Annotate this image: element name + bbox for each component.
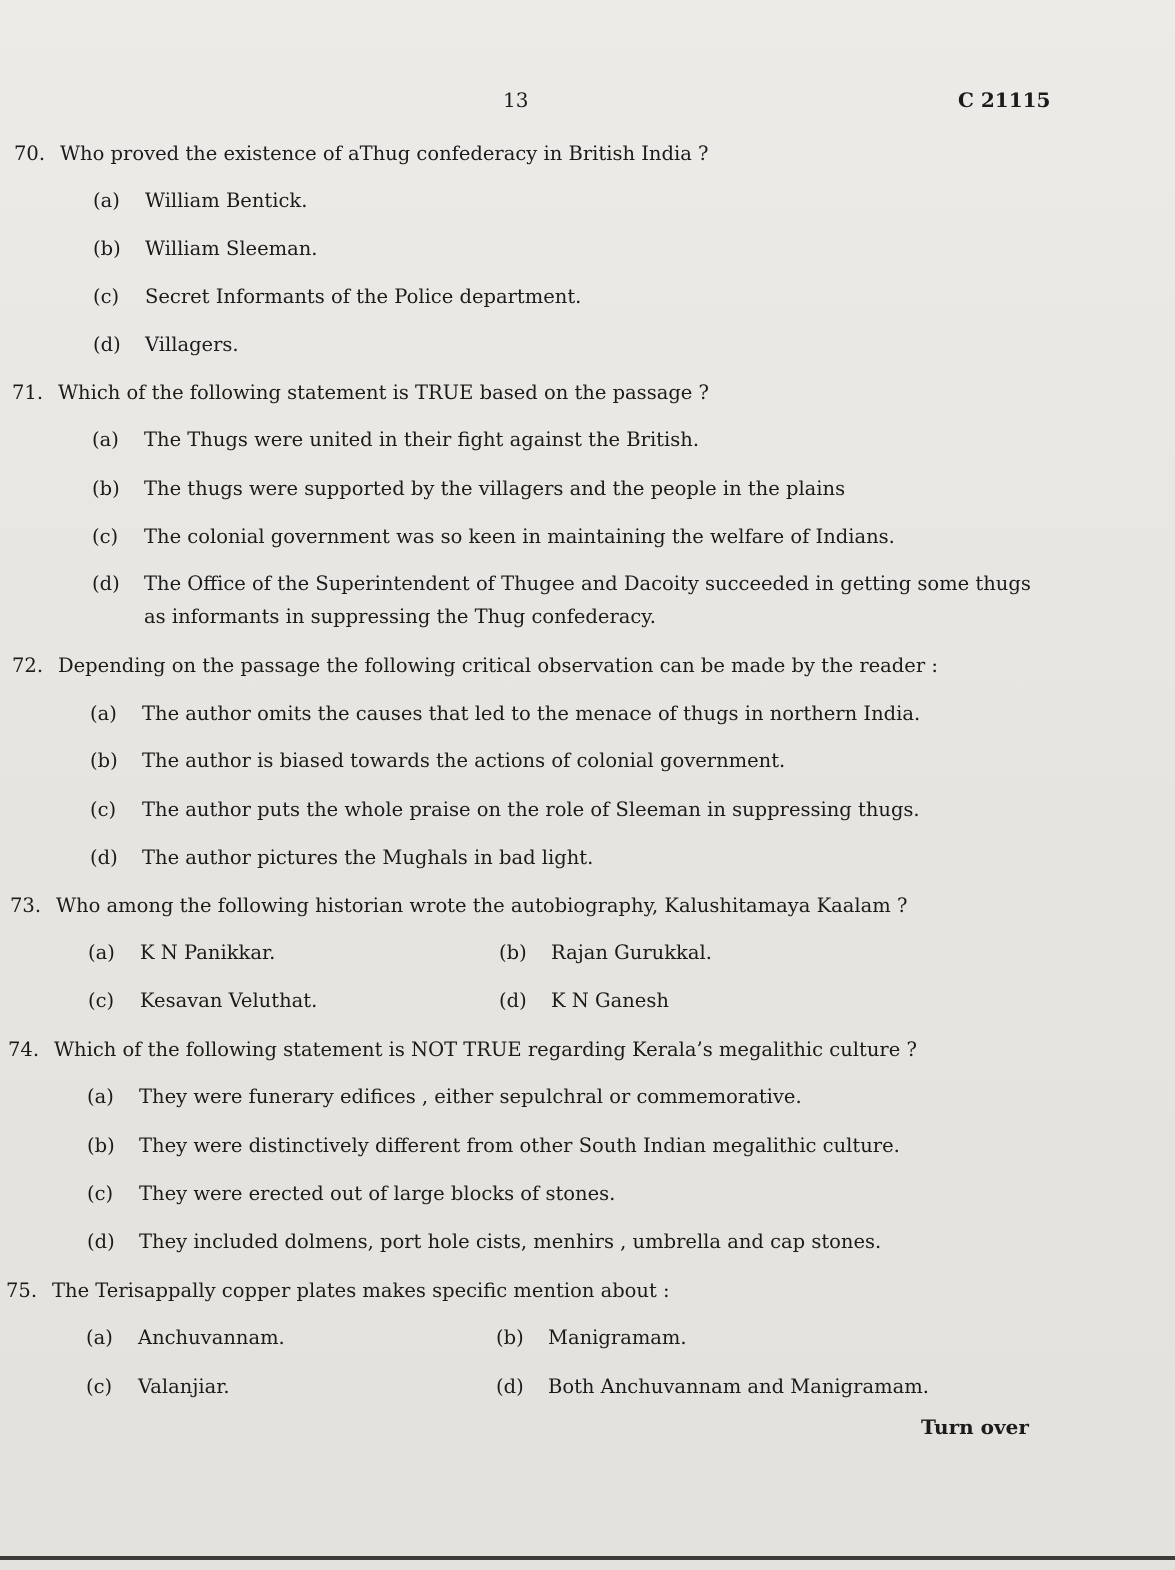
option-label: (a) [90, 702, 117, 725]
option-text: K N Panikkar. [140, 941, 276, 964]
option-label: (a) [86, 1326, 113, 1349]
question-73 [10, 894, 907, 917]
option-70-b [93, 237, 318, 260]
option-text: Kesavan Veluthat. [140, 989, 318, 1012]
page-number: 13 [503, 88, 529, 112]
option-label: (c) [88, 989, 115, 1012]
option-text: They were funerary edifices , either sepulchral or commemorative. [139, 1085, 802, 1108]
option-text: They were erected out of large blocks of stones. [139, 1182, 616, 1205]
option-label: (a) [93, 189, 120, 212]
option-72-a [90, 702, 920, 725]
option-text: They were distinctively different from other South Indian megalithic culture. [139, 1134, 900, 1157]
option-text: Manigramam. [548, 1326, 687, 1349]
paper-code: C 21115 [958, 88, 1051, 112]
option-label: (b) [93, 237, 121, 260]
option-75-d [496, 1375, 929, 1398]
option-label: (b) [499, 941, 527, 964]
question-text: Which of the following statement is TRUE based on the passage ? [58, 381, 710, 404]
option-text: The author omits the causes that led to the menace of thugs in northern India. [142, 702, 921, 725]
option-74-a [87, 1085, 802, 1108]
option-75-a [86, 1326, 285, 1349]
option-text: The author pictures the Mughals in bad light. [142, 846, 594, 869]
option-72-c [90, 798, 920, 821]
option-label: (c) [86, 1375, 113, 1398]
option-text: Rajan Gurukkal. [551, 941, 712, 964]
option-text: William Bentick. [145, 189, 308, 212]
option-label: (c) [93, 285, 120, 308]
question-74 [8, 1038, 917, 1061]
option-text: The author is biased towards the actions of colonial government. [142, 749, 786, 772]
option-text: The author puts the whole praise on the role of Sleeman in suppressing thugs. [142, 798, 920, 821]
option-70-a [93, 189, 307, 212]
option-label: (d) [499, 989, 527, 1012]
option-text: They included dolmens, port hole cists, menhirs , umbrella and cap stones. [139, 1230, 882, 1253]
option-75-b [496, 1326, 687, 1349]
question-text: Depending on the passage the following critical observation can be made by the reader : [58, 654, 938, 677]
option-text: The Office of the Superintendent of Thugee and Dacoity succeeded in getting some thugs as informants in suppressing the Thug confederacy. [144, 572, 1031, 628]
option-70-d [93, 333, 239, 356]
option-label: (b) [90, 749, 118, 772]
option-text: Both Anchuvannam and Manigramam. [548, 1375, 929, 1398]
option-75-c [86, 1375, 230, 1398]
bottom-rule [0, 1556, 1175, 1560]
question-text: Which of the following statement is NOT TRUE regarding Kerala’s megalithic culture ? [54, 1038, 917, 1061]
option-label: (d) [90, 846, 118, 869]
option-label: (c) [87, 1182, 114, 1205]
question-text: Who proved the existence of aThug confederacy in British India ? [60, 142, 709, 165]
option-label: (a) [88, 941, 115, 964]
option-label: (d) [93, 333, 121, 356]
option-72-b [90, 749, 785, 772]
option-73-c [88, 989, 317, 1012]
option-73-b [499, 941, 712, 964]
option-text: The colonial government was so keen in maintaining the welfare of Indians. [144, 525, 895, 548]
question-number: 72. [12, 654, 44, 677]
option-text: The Thugs were united in their fight against the British. [144, 428, 700, 451]
option-label: (a) [92, 428, 119, 451]
option-73-d [499, 989, 669, 1012]
option-label: (b) [87, 1134, 115, 1157]
option-label: (b) [496, 1326, 524, 1349]
option-text: Valanjiar. [138, 1375, 230, 1398]
option-text: The thugs were supported by the villagers and the people in the plains [144, 477, 846, 500]
option-label: (c) [90, 798, 117, 821]
option-text: K N Ganesh [551, 989, 669, 1012]
option-74-d [87, 1230, 881, 1253]
option-71-a [92, 428, 699, 451]
option-label: (d) [92, 572, 120, 595]
option-label: (a) [87, 1085, 114, 1108]
question-text: Who among the following historian wrote the autobiography, Kalushitamaya Kaalam ? [56, 894, 908, 917]
option-label: (b) [92, 477, 120, 500]
option-72-d [90, 846, 593, 869]
turn-over-note: Turn over [921, 1415, 1029, 1439]
question-71 [12, 381, 709, 404]
option-73-a [88, 941, 275, 964]
option-74-b [87, 1134, 900, 1157]
option-text: Villagers. [145, 333, 239, 356]
question-number: 75. [6, 1279, 38, 1302]
question-number: 70. [14, 142, 46, 165]
question-70 [14, 142, 708, 165]
option-label: (c) [92, 525, 119, 548]
question-number: 73. [10, 894, 42, 917]
option-71-c [92, 525, 895, 548]
option-text: Anchuvannam. [138, 1326, 285, 1349]
option-label: (d) [496, 1375, 524, 1398]
option-71-b [92, 477, 845, 500]
option-label: (d) [87, 1230, 115, 1253]
question-number: 74. [8, 1038, 40, 1061]
question-75 [6, 1279, 670, 1302]
option-text: Secret Informants of the Police department. [145, 285, 582, 308]
option-text: William Sleeman. [145, 237, 318, 260]
question-number: 71. [12, 381, 44, 404]
question-text: The Terisappally copper plates makes specific mention about : [52, 1279, 670, 1302]
option-74-c [87, 1182, 615, 1205]
option-70-c [93, 285, 581, 308]
question-72 [12, 654, 938, 677]
option-71-d [92, 567, 1054, 633]
